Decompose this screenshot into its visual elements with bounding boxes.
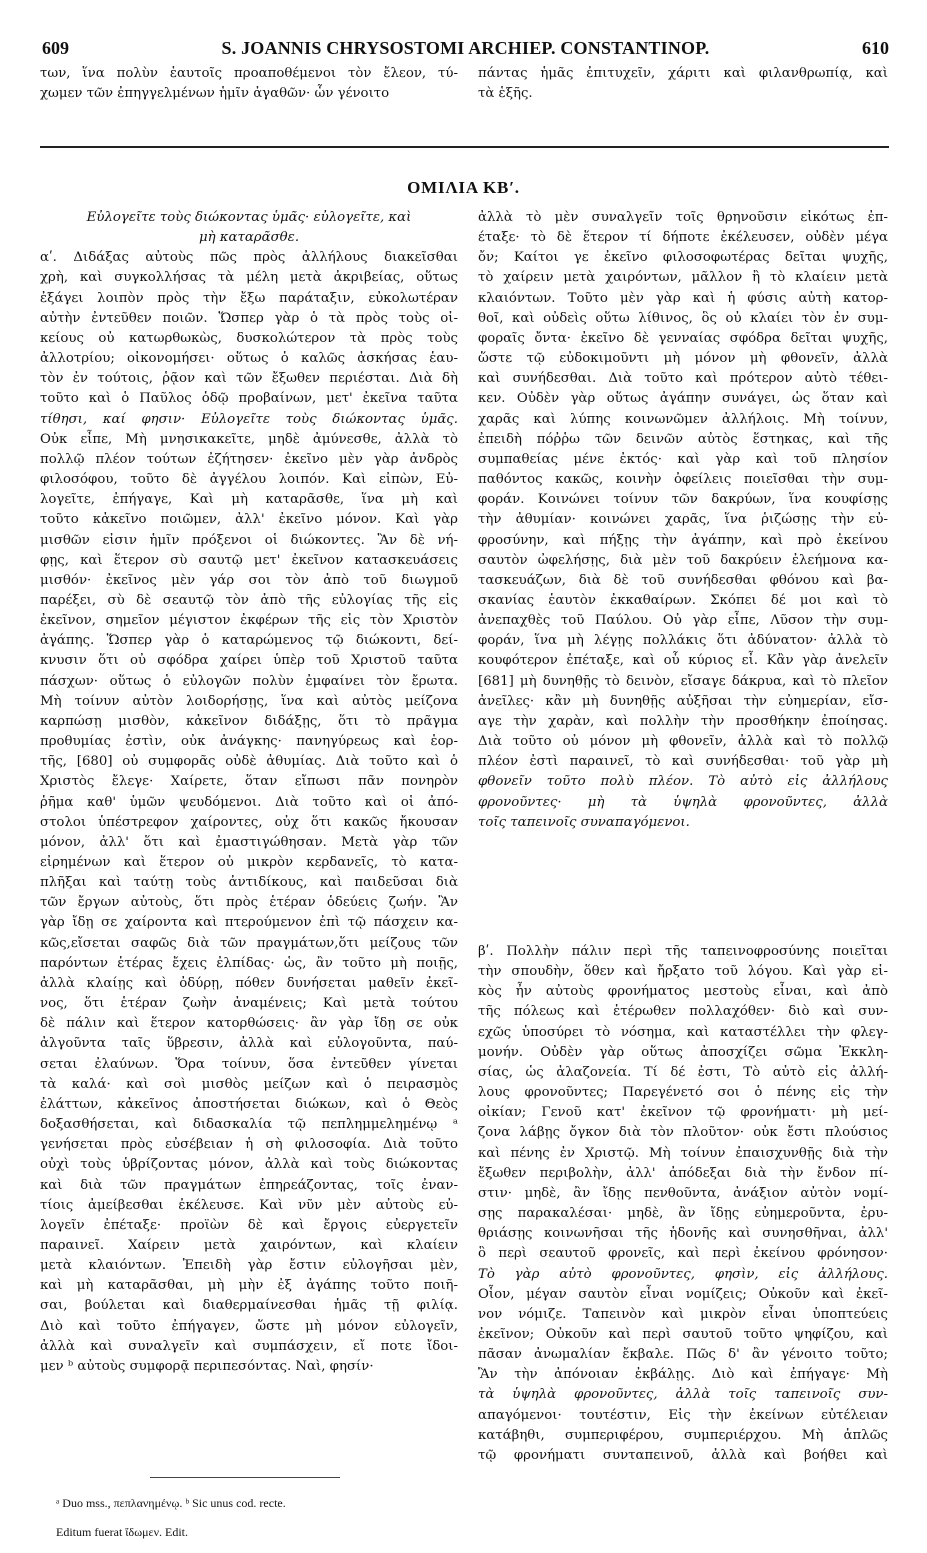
section-two-line: κὸς ἦν αὐτοὺς φρονήματος μεστοὺς εἶναι, καὶ ἀπὸ [478,984,888,1000]
section-two-line: λους φρονοῦντες; Παρεγένετό σοι ὁ πένης εἰς τὴν [478,1085,888,1101]
right-column-line: καὶ συνήδεσθαι. Διὰ τοῦτο καὶ πρότερον αὐτὸ τέθει- [478,371,888,387]
left-column-line: τίοις ἀμείβεσθαι ἐκέλευσε. Καὶ νῦν μὲν αὐτοὺς εὐ- [40,1197,458,1213]
left-column-line: καὶ μὴ καταρᾶσθαι, μὴ μὴν ἐξ ἀγάπης τοῦτο ποιῆ- [40,1278,458,1294]
right-column-line: [681] μὴ δυνηθῇς τὸ δεινὸν, εἴσαγε δάκρυα, καὶ τὸ πλεῖον [478,673,888,689]
previous-homily-ending-left [40,64,458,104]
section-two-line: καὶ πένης ἐν Χριστῷ. Μὴ τοίνυν ἐπαισχυνθῇς διὰ τὴν [478,1145,888,1161]
left-column-line: ἀλλὰ καὶ συναλγεῖν καὶ συμπάσχειν, εἴ ποτε ἴδοι- [40,1338,458,1354]
right-column-line: ὥστε τῷ εὐδοκιμοῦντι μὴ μόνον μὴ φθονεῖν, ἀλλὰ [478,351,888,367]
left-column-line: πάσχων· οὕτως ὁ εὐλογῶν πολὺν ἐμφαίνει τὸν ἔρωτα. [40,673,458,689]
left-column-line: φῃς, καὶ ἕτερον σὺ σαυτῷ μετ' ἐκεῖνον κατασκευάσεις [40,552,458,568]
left-column-line: κείους οὐ κατωρθωκὼς, δυσκολώτερον τὰ πρὸς τοὺς [40,330,458,346]
right-column-line: χαρᾶς καὶ λύπης κοινωνῶμεν ἀλλήλοις. Μὴ τοίνυν, [478,411,888,427]
section-two-line: θριάσῃς κοινωνῆσαι τῆς ἡδονῆς καὶ συνησθῆναι, ἀλλ' [478,1226,888,1242]
left-column-line: παρόντων ἑτέρας ἔχεις ἐλπίδας· ὡς, ἂν τοῦτο μὴ ποιῇς, [40,955,458,971]
left-column-line: σαι, βούλεται καὶ διαθερμαίνεσθαι ἡμᾶς τῇ φιλίᾳ. [40,1298,458,1314]
right-column-line: φροσύνην, καὶ πήξῃς τὴν ἀγάπην, καὶ πρὸ ἐκείνου [478,532,888,548]
left-column-line: ῥῆμα καθ' ὑμῶν ψευδόμενοι. Διὰ τοῦτο καὶ οἱ ἀπό- [40,794,458,810]
right-column-line: παθόντος κακῶς, κοινὴν ὀφείλεις ποιεῖσθαι τὴν συμ- [478,472,888,488]
top-right-line: πάντας ἡμᾶς ἐπιτυχεῖν, χάριτι καὶ φιλανθρωπίᾳ, καὶ [478,66,888,81]
left-column-line: ἀλγοῦντα ταῖς ὕβρεσιν, ἀλλὰ καὶ εὐλογοῦντα, παύ- [40,1036,458,1052]
left-column-line: λογεῖν ἐπέταξε· προϊὼν δὲ καὶ ἔργοις εὐεργετεῖν [40,1217,458,1233]
section-two-line: νον νόμιζε. Ταπεινὸν καὶ μικρὸν εἶναι ὑποπτεύεις [478,1306,888,1322]
left-column-line: τοῦτο κἀκεῖνο ποιῶμεν, ἀλλ' ἐκεῖνο μόνον. Καὶ γὰρ [40,512,458,528]
left-column-line: Μὴ τοίνυν αὐτὸν λοιδορήσῃς, ἵνα καὶ αὐτὸς μείζονα [40,693,458,709]
section-divider [40,146,889,148]
right-column-line: φοραῖς ὄντα· ἐκεῖνο δὲ γενναίας σφόδρα δεῖται ψυχῆς, [478,330,888,346]
left-column-line: γενήσεται πρὸς εὐσέβειαν ἡ σὴ φιλοσοφία. Διὰ τοῦτο [40,1137,458,1153]
left-column-line: στολοι ὑπέστρεφον χαίροντες, οὐχ ὅτι κακῶς ἤκουσαν [40,814,458,830]
left-column-line: ἀλλοτρίου; οἰκονομήσει· οὕτως ὁ καλῶς ἀσκήσας ἑαυ- [40,351,458,367]
right-column-line: θοῖ, καὶ οὐδεὶς οὕτω λίθινος, ὃς οὐ κλαίει τὸν ἐν συμ- [478,310,888,326]
section-two-line: Ἂν τὴν ἀπόνοιαν ἐκβάλῃς. Διὸ καὶ ἐπήγαγε· Μὴ [478,1367,888,1383]
text-column-right [478,208,888,833]
left-column-line: Χριστὸς ἔλεγε· Χαίρετε, ὅταν εἴπωσι πᾶν πονηρὸν [40,774,458,790]
section-two-line: ἔξωθεν περιβολὴν, ἀλλ' ἀπόδεξαι διὰ τὴν ἔνδον πί- [478,1165,888,1181]
right-column-line: πλέον ἐστὶ παραινεῖ, τὸ καὶ συνήδεσθαι· τοῦ γὰρ μὴ [478,754,888,770]
top-left-line: των, ἵνα πολὺν ἑαυτοῖς προαποθέμενοι τὸν ἔλεον, τύ- [40,66,458,81]
section-two [478,942,888,1466]
section-two-line: ὃ περὶ σεαυτοῦ φρονεῖς, καὶ περὶ ἐκείνου φρόνησον· [478,1246,888,1262]
right-column-line: κεν. Οὐδὲν γὰρ οὕτως ἀγάπην συνάγει, ὡς ὅταν καὶ [478,391,888,407]
left-column-line: προθυμίας ἐστὶν, οὐκ ἀνάγκης· πανηγύρεως καὶ ἑορ- [40,734,458,750]
section-two-line: κατάβηθι, συμπεριφέρου, συμπεριέρχου. Μὴ ἁπλῶς [478,1427,888,1443]
section-two-line: τὰ ὑψηλὰ φρονοῦντες, ἀλλὰ τοῖς ταπεινοῖς συν- [478,1387,888,1403]
section-two-line: σῃς παρακαλέσαι· μηδὲ, ἂν ἴδῃς εὐημεροῦντα, ἐρυ- [478,1206,888,1222]
right-column-line: τοῖς ταπεινοῖς συναπαγόμενοι. [478,814,690,830]
right-column-line: κουφότερον ἐπέταξε, καὶ οὗ κύριος εἶ. Κἂν γὰρ ἀνελεῖν [478,653,888,669]
footnote-line: Editum fuerat ἴδωμεν. Edit. [56,1525,188,1539]
left-column-line: Διὸ καὶ τοῦτο ἐπήγαγεν, ὥστε μὴ μόνον εὐλογεῖν, [40,1318,458,1334]
top-left-line: χωμεν τῶν ἐπηγγελμένων ἡμῖν ἀγαθῶν· ὧν γένοιτο [40,86,390,102]
left-column-line: τῆς, [680] οὐ συμφορᾶς οὐδὲ ἀθυμίας. Διὰ τοῦτο καὶ ὁ [40,754,458,770]
left-column-line: ἐξάγει λοιπὸν πρὸς τὴν ἔξω παράταξιν, εὐκολωτέραν [40,290,458,306]
left-column-line: ἀλλὰ κλαίῃς καὶ ὀδύρῃ, πόθεν δυνήσεται μαθεῖν ἐκεῖ- [40,975,458,991]
left-column-line: λογεῖτε, ἐπήγαγε, Καὶ μὴ καταρᾶσθε, ἵνα μὴ καὶ [40,492,458,508]
right-column-line: έταξε· τὸ δὲ ἕτερον τί δήποτε ἐκέλευσεν, οὐδὲν μέγα [478,230,888,246]
right-column-line: φθονεῖν τοῦτο πολὺ πλέον. Τὸ αὐτὸ εἰς ἀλλήλους [478,774,888,790]
page-number-right: 610 [862,38,889,58]
section-two-line: τὴν σπουδὴν, ὅθεν καὶ ἤρξατο τοῦ λόγου. Καὶ γὰρ εἰ- [478,964,888,980]
left-column-line: πολλῷ πλέον τούτων ἐζήτησεν· ἐκεῖνο μὲν γὰρ ἀνδρὸς [40,451,458,467]
left-column-line: γὰρ ἴδῃ σε χαίροντα καὶ πτερούμενον ἐπὶ τῷ πάσχειν κα- [40,915,458,931]
right-column-line: Διὰ τοῦτο οὐ μόνον μὴ φθονεῖν, ἀλλὰ καὶ τὸ πολλῷ [478,734,888,750]
section-two-line: ζονα λάβῃς ὄγκον διὰ τὸν πλοῦτον· οὐκ ἔστι πλούσιος [478,1125,888,1141]
section-two-line: μονήν. Οὐδὲν γὰρ οὕτως ἀποσχίζει σῶμα Ἐκκλη- [478,1044,888,1060]
right-column-line: φοράν, ἵνα μὴ λέγῃς πολλάκις ὅτι ἀδύνατον· ἀλλὰ τὸ [478,633,888,649]
right-column-line: ἀλλὰ τὸ μὲν συναλγεῖν τοῖς θρηνοῦσιν εἰκότως ἐπ- [478,210,888,225]
section-two-line: Οἷον, μέγαν σαυτὸν εἶναι νομίζεις; Οὐκοῦν καὶ ἐκεῖ- [478,1286,888,1302]
left-column-line: τῶν ἔργων αὐτοὺς, ὅτι πρὸς ἑτέραν ὁδεύεις ζωήν. Ἂν [40,895,458,911]
left-column-line: δὲ πάλιν καὶ ἕτερον κατορθώσεις· ἂν γὰρ ἴδῃ σε οὐκ [40,1016,458,1032]
running-header [42,38,889,62]
section-two-line: εχῶς ὑποσύρει τὸ νόσημα, καὶ καταστέλλει τὴν φλεγ- [478,1024,888,1040]
left-column-line: δοξασθήσεται, καὶ διδασκαλία τῷ πεπλημμελημένῳ ᵃ [40,1117,458,1133]
section-two-line: τῷ φρονήματι συνταπεινοῦ, ἀλλὰ καὶ βοήθει καὶ [478,1447,888,1463]
right-column-line: ἀνεῖλες· κἂν μὴ δυνηθῇς αὐξῆσαι τὴν εὐημερίαν, εἴσ- [478,693,888,709]
left-column-line: τὸν ἐν τούτοις, ῥᾷον καὶ τῶν ἔξωθεν περιέσται. Διὰ δὴ [40,371,458,387]
right-column-line: σκανίας ἑαυτὸν ἐκκαθαίρων. Σκόπει δέ μοι καὶ τὸ [478,592,888,608]
left-column-line: νος, ὅτι ἑτέραν ζωὴν ἀναμένεις; Καὶ μετὰ τούτου [40,996,458,1012]
right-column-line: ὄν; Καίτοι γε ἐκεῖνο φιλοσοφωτέρας δεῖται ψυχῆς, [478,250,888,266]
right-column-line: αγε τὴν χαρὰν, καὶ πολλὴν τὴν προσθήκην ἐποίησας. [478,713,888,729]
right-column-line: τασκευάζων, διὰ δὲ τοῦ συνήδεσθαι φθόνου καὶ βα- [478,572,888,588]
right-column-line: συμπαθείας μένε ἐκτός· καὶ γὰρ καὶ τοῦ πλησίον [478,451,888,467]
top-right-line: τὰ ἑξῆς. [478,86,533,102]
text-column-left [40,208,458,1377]
section-two-line: στιν· μηδὲ, ἂν ἴδῃς πενθοῦντα, ἀνάξιον αὐτὸν νομί- [478,1185,888,1201]
left-column-line: κῶς,εἴσεται σαφῶς διὰ τῶν πραγμάτων,ὅτι μείζους τῶν [40,935,458,951]
left-column-line: μόνον, ἀλλ' ὅτι καὶ ἐμαστιγώθησαν. Μετὰ γὰρ τῶν [40,834,458,850]
previous-homily-ending-right [478,64,888,104]
left-column-line: τὰ καλά· καὶ σοὶ μισθὸς μείζων καὶ ὁ πειρασμὸς [40,1076,458,1092]
section-two-line: Τὸ γὰρ αὐτὸ φρονοῦντες, φησὶν, εἰς ἀλλήλους. [478,1266,888,1282]
section-two-line: ἐκεῖνον; Οὐκοῦν καὶ περὶ σαυτοῦ τοῦτο ψηφίζου, καὶ [478,1326,888,1342]
right-column-line: φρονοῦντες· μὴ τὰ ὑψηλὰ φρονοῦντες, ἀλλὰ [478,794,888,810]
left-column-line: πλῆξαι καὶ ταύτῃ τοὺς ἀντιδίκους, καὶ παιδεῦσαι διὰ [40,875,458,891]
left-column-line: ἀγάπης. Ὥσπερ γὰρ ὁ καταρώμενος τῷ διώκοντι, δεί- [40,633,458,649]
left-column-line: μισθόν· ἐκεῖνος μὲν γάρ σοι τὸν ἀπὸ τοῦ διωγμοῦ [40,572,458,588]
section-two-line: οἰκίαν; Γενοῦ κατ' ἐκεῖνον τῷ φρονήματι· μὴ μεί- [478,1105,888,1121]
left-column-line: παρέξει, σὺ δὲ σεαυτῷ τὸν ἀπὸ τῆς εὐλογίας τῆς εἰς [40,592,458,608]
right-column-line: ἀνεπαχθὲς τοῦ Παύλου. Οὐ γὰρ εἶπε, Λῦσον τὴν συμ- [478,613,888,629]
right-column-line: σαυτὸν ὠφελήσῃς, διὰ μὲν τοῦ δακρύειν ἐλεήμονα κα- [478,552,888,568]
left-column-line: αʹ. Διδάξας αὐτοὺς πῶς πρὸς ἀλλήλους διακεῖσθαι [40,250,458,266]
left-column-line: ἐκεῖνον, σημεῖον μέγιστον ἐκφέρων τῆς εἰς τὸν Χριστὸν [40,613,458,629]
left-column-line: κνυσιν ὅτι οὐ σφόδρα χαίρει ὑπὲρ τοῦ Χριστοῦ ταῦτα [40,653,458,669]
left-column-line: αὐτὴν ἐντεῦθεν ποιῶν. Ὥσπερ γὰρ ὁ τὰ πρὸς τοὺς οἰ- [40,310,458,326]
homily-title: ΟΜΙΛΙΑ ΚΒʹ. [407,178,520,197]
section-two-line: βʹ. Πολλὴν πάλιν περὶ τῆς ταπεινοφροσύνης ποιεῖται [478,944,888,959]
footnote-line: ᵃ Duo mss., πεπλανημένῳ. ᵇ Sic unus cod. recte. [56,1496,286,1510]
left-column-line: χρὴ, καὶ συγκολλήσας τὰ μέλη μετὰ ἀκριβείας, οὕτως [40,270,458,286]
section-two-line: πᾶσαν ἀνωμαλίαν ἔκβαλε. Πῶς δ' ἂν γένοιτο τοῦτο; [478,1347,888,1363]
left-column-line: φιλοσόφου, τοῦτο δὲ ἀγγέλου λοιπόν. Καὶ εἰπὼν, Εὐ- [40,472,458,488]
left-column-line: τοῦτο καὶ ὁ Παῦλος ὁδῷ προβαίνων, μετ' ἐκεῖνα ταῦτα [40,391,458,407]
right-column-line: τὸ χαίρειν μετὰ χαιρόντων, μᾶλλον ἢ τὸ κλαίειν μετὰ [478,270,888,286]
right-column-line: ἐπειδὴ πόῤῥω τῶν δεινῶν αὐτὸς ἕστηκας, καὶ τῆς [478,431,888,447]
left-column-line: Εὐλογεῖτε τοὺς διώκοντας ὑμᾶς· εὐλογεῖτε, καὶ [86,210,412,225]
section-two-line: απαγόμενοι· τουτέστιν, Εἰς τὴν ἐκείνων εὐτέλειαν [478,1407,888,1423]
left-column-line: τίθησι, καί φησιν· Εὐλογεῖτε τοὺς διώκοντας ὑμᾶς. [40,411,458,427]
left-column-line: καρπώσῃ μισθὸν, κἀκεῖνον διδάξῃς, ὅτι τὸ πρᾶγμα [40,713,458,729]
left-column-line: μισθῶν εἰσιν ἡμῖν πρόξενοι οἱ διώκοντες. Ἂν δὲ νή- [40,532,458,548]
right-column-line: φοράν. Κοινώνει τοίνυν τῶν δακρύων, ἵνα κουφίσῃς [478,492,888,508]
left-column-line: καὶ διὰ τῶν πραγμάτων ἐπηρεάζοντας, τοῖς ἐναν- [40,1177,458,1193]
left-column-line: οὐχὶ τοὺς ὑβρίζοντας μόνον, ἀλλὰ καὶ τοὺς διώκοντας [40,1157,458,1173]
left-column-line: μεν ᵇ αὐτοὺς συμφορᾷ περιπεσόντας. Ναὶ, φησίν· [40,1358,374,1374]
left-column-line: μὴ καταρᾶσθε. [198,230,300,246]
left-column-line: σεται ἐλαύνων. Ὅρα τοίνυν, ὅσα ἐντεῦθεν γίνεται [40,1056,458,1072]
section-two-line: τῆς πόλεως καὶ ἑτέρωθεν πολλαχόθεν· διὸ καὶ συν- [478,1004,888,1020]
left-column-line: μετὰ κλαιόντων. Ἐπειδὴ γὰρ ἔστιν εὐλογῆσαι μὲν, [40,1258,458,1274]
left-column-line: παραινεῖ. Χαίρειν μετὰ χαιρόντων, καὶ κλαίειν [40,1237,458,1253]
left-column-line: ἐλάττων, κἀκεῖνος ἀποστήσεται διώκων, καὶ ὁ Θεὸς [40,1096,458,1112]
running-title: S. JOANNIS CHRYSOSTOMI ARCHIEP. CONSTANTINOP. [221,38,710,58]
footnotes [56,1483,456,1553]
right-column-line: κλαιόντων. Τοῦτο μὲν γὰρ καὶ ἡ φύσις αὐτὴ κατορ- [478,290,888,306]
page-number-left: 609 [42,38,69,58]
left-column-line: εἰρημένων καὶ ἕτερον οὐ μικρὸν κερδανεῖς, τὸ κατα- [40,855,458,870]
left-column-line: Οὐκ εἶπε, Μὴ μνησικακεῖτε, μηδὲ ἀμύνεσθε, ἀλλὰ τὸ [40,431,458,447]
section-two-line: σίας, ὡς ἀλαζονεία. Τί δέ ἐστι, Τὸ αὐτὸ εἰς ἀλλή- [478,1064,888,1080]
right-column-line: τὴν ἀθυμίαν· κοινώνει χαρᾶς, ἵνα ῥιζώσῃς τὴν εὐ- [478,512,888,528]
footnote-divider [150,1477,340,1478]
